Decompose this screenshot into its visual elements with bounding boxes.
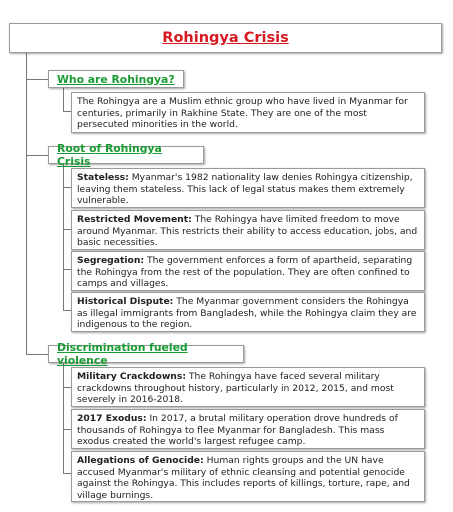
info-label: Restricted Movement: xyxy=(77,214,192,225)
heading-who-are-rohingya xyxy=(48,70,184,88)
heading-text: Discrimination fueled violence xyxy=(57,341,188,367)
heading-text: Who are Rohingya? xyxy=(57,72,175,86)
info-node xyxy=(71,409,425,449)
info-text: Myanmar's 1982 nationality law denies Rohingya citizenship, leaving them stateless. This lack of legal status makes them extremely vulnerable. xyxy=(77,172,413,207)
sub-branch-2-4 xyxy=(63,310,71,311)
info-text: The Rohingya have faced several military crackdowns throughout history, particularly in 2012, 2015, and most severely in 2016-2018. xyxy=(77,371,394,406)
sub-branch-2-3 xyxy=(63,269,71,270)
info-label: Stateless: xyxy=(77,172,129,183)
info-text: The Myanmar government considers the Rohingya as illegal immigrants from Bangladesh, while the Rohingya claim they are indigenous to the region. xyxy=(77,296,417,331)
info-label: Historical Dispute: xyxy=(77,296,174,307)
heading-discrimination-violence xyxy=(48,341,244,367)
heading-text: Root of Rohingya Crisis xyxy=(57,142,162,168)
info-text: The Rohingya have limited freedom to move around Myanmar. This restricts their ability to access education, jobs, and basic necessities. xyxy=(77,214,418,249)
info-node xyxy=(71,251,425,291)
sub-branch-2-2 xyxy=(63,229,71,230)
info-label: 2017 Exodus: xyxy=(77,413,147,424)
sub-trunk-1 xyxy=(63,88,64,111)
branch-connector-3 xyxy=(26,354,48,355)
sub-branch-3-1 xyxy=(63,387,71,388)
info-node xyxy=(71,451,425,502)
info-node xyxy=(71,210,425,250)
info-node xyxy=(71,367,425,407)
info-text: The government enforces a form of apartheid, separating the Rohingya from the rest of the population. They are often confined to camps and villages. xyxy=(77,255,413,290)
sub-branch-3-2 xyxy=(63,429,71,430)
info-label: Allegations of Genocide: xyxy=(77,455,204,466)
branch-connector-1 xyxy=(26,79,48,80)
sub-branch-3-3 xyxy=(63,473,71,474)
info-text: Human rights groups and the UN have accused Myanmar's military of ethnic cleansing and potential genocide against the Rohingya. This includes reports of killings, torture, rape, and village burnings. xyxy=(77,455,410,502)
sub-trunk-2 xyxy=(63,164,64,310)
info-node xyxy=(71,292,425,332)
diagram-title: Rohingya Crisis xyxy=(162,30,289,46)
info-text: The Rohingya are a Muslim ethnic group who have lived in Myanmar for centuries, primarily in Rakhine State. They are one of the most persecuted minorities in the world. xyxy=(77,96,408,131)
branch-connector-2 xyxy=(26,155,48,156)
title-node xyxy=(9,23,442,53)
info-label: Military Crackdowns: xyxy=(77,371,186,382)
info-node xyxy=(71,168,425,208)
trunk-connector xyxy=(26,53,27,354)
heading-root-of-crisis xyxy=(48,142,204,168)
info-text: In 2017, a brutal military operation drove hundreds of thousands of Rohingya to flee Myanmar for Bangladesh. This mass exodus created the world's largest refugee camp. xyxy=(77,413,398,448)
info-node xyxy=(71,92,425,133)
sub-trunk-3 xyxy=(63,363,64,473)
info-label: Segregation: xyxy=(77,255,145,266)
sub-branch-1-1 xyxy=(63,111,71,112)
sub-branch-2-1 xyxy=(63,187,71,188)
